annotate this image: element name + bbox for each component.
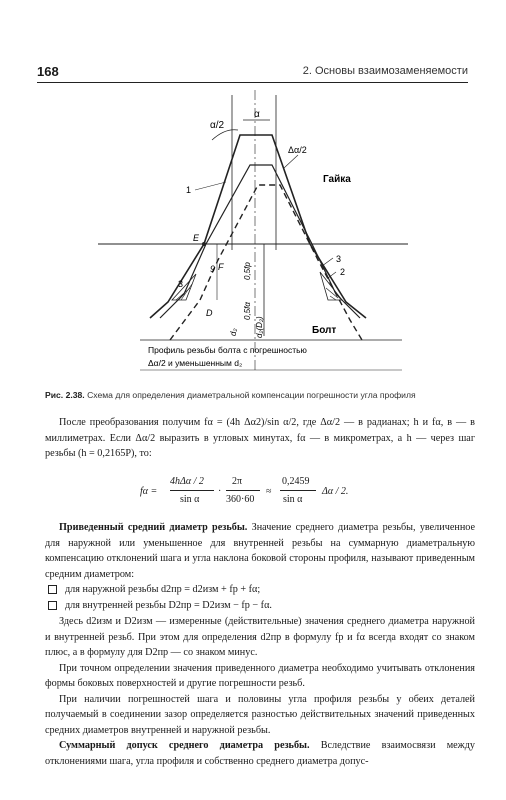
paragraph-2-text: Значение среднего диаметра резьбы, увеличенное для наружной или уменьшенное для внутренней резьбы на суммарную диаметральную компенсацию отклонений шага и угла наклона боковой стороны профиля, называют приведенным средним диаметром: <box>45 522 476 580</box>
formula-approx: ≈ <box>266 486 272 497</box>
formula <box>140 478 380 508</box>
point-E <box>202 242 206 246</box>
label-D: D <box>206 308 213 318</box>
label-half-alpha: α/2 <box>210 120 225 131</box>
leader-3 <box>322 258 333 266</box>
caption-prefix: Рис. 2.38. <box>45 390 85 400</box>
bullet-internal-text: для внутренней резьбы D2пр = D2изм − fp − fα. <box>65 599 272 611</box>
formula-lhs: fα = <box>140 486 158 497</box>
formula-den3: sin α <box>283 494 303 505</box>
bullet-internal <box>45 598 475 614</box>
label-F: F <box>218 262 224 272</box>
leader-delta <box>284 155 298 168</box>
paragraph-2-container <box>45 520 475 582</box>
thread-profile-diagram <box>0 90 506 390</box>
header-rule <box>37 82 468 83</box>
label-half-fa: 0,5fα <box>243 302 252 320</box>
hatch-right <box>320 272 342 300</box>
label-d2: d₂ <box>229 328 238 336</box>
label-1: 1 <box>186 185 192 195</box>
paragraph-6-heading: Суммарный допуск среднего диаметра резьбы. <box>59 740 310 751</box>
paragraph-4: При точном определении значения приведенного диаметра необходимо учитывать отклонения формы боковых поверхностей и другие погрешности резьб. <box>45 662 475 689</box>
bullet-list <box>45 582 475 613</box>
label-d2D2: d₂(D₂) <box>255 316 264 338</box>
paragraph-5: При наличии погрешностей шага и половины угла профиля резьбы у обеих деталей получаемый в соединении зазор определяется разностью действительных значений приведенных средних диаметров внутренней и наружной резьбы. <box>45 693 475 736</box>
formula-tail: Δα / 2. <box>322 486 349 497</box>
label-delta-half-alpha: Δα/2 <box>288 145 307 155</box>
figure-caption <box>45 390 475 400</box>
paragraph-1-container <box>45 415 475 462</box>
formula-den1: sin α <box>180 494 200 505</box>
profile-note-line1: Профиль резьбы болта с погрешностью <box>148 345 307 355</box>
formula-times: · <box>218 486 222 497</box>
caption-text: Схема для определения диаметральной компенсации погрешности угла профиля <box>87 390 416 400</box>
label-3-left: 3 <box>178 279 184 289</box>
label-9: 9 <box>210 264 216 274</box>
paragraph-3: Здесь d2изм и D2изм — измеренные (действительные) значения среднего диаметра наружной и внутренней резьб. При этом для определения d2пр в формулу fp и fα всегда входят со знаком плюс, а в формулу для D2пр — со знаком минус. <box>45 616 475 658</box>
paragraph-6 <box>45 738 475 769</box>
running-head: 2. Основы взаимозаменяемости <box>302 65 468 77</box>
label-2: 2 <box>340 267 346 277</box>
formula-num1: 4hΔα / 2 <box>170 476 204 487</box>
bullet-external <box>45 582 475 598</box>
checkbox-icon <box>48 601 57 610</box>
profile-note-line2: Δα/2 и уменьшенным d₂ <box>148 358 243 368</box>
formula-num2: 2π <box>232 476 243 487</box>
bolt-profile-dashed <box>170 185 362 340</box>
page-number: 168 <box>37 64 59 79</box>
paragraph-1: После преобразования получим fα = (4h Δα2)/sin α/2, где Δα/2 — в радианах; h и fα, в — в миллиметрах. Если Δα/2 выразить в угловых минутах, fα — в микрометрах, а h — через шаг резьбы (h = 0,2165P), то: <box>45 417 475 459</box>
label-nut: Гайка <box>323 174 351 185</box>
nominal-profile <box>150 135 366 318</box>
checkbox-icon <box>48 585 57 594</box>
leader-1 <box>195 182 226 190</box>
paragraph-2 <box>45 520 475 582</box>
paragraph-6-text: Вследствие взаимосвязи между отклонениями шага, угла профиля и собственно среднего диаметра допус- <box>45 740 475 767</box>
label-alpha: α <box>254 109 260 120</box>
label-half-fp: 0,5fp <box>243 262 252 280</box>
label-bolt: Болт <box>312 325 337 336</box>
alpha-arc <box>212 130 238 140</box>
label-3-right: 3 <box>336 254 342 264</box>
bullet-external-text: для наружной резьбы d2пр = d2изм + fp + fα; <box>65 584 261 595</box>
label-E: E <box>193 233 200 243</box>
paragraph-2-heading: Приведенный средний диаметр резьбы. <box>59 522 248 533</box>
formula-den2: 360·60 <box>226 494 255 505</box>
paragraph-3-container <box>45 614 475 769</box>
formula-num3: 0,2459 <box>282 476 310 487</box>
